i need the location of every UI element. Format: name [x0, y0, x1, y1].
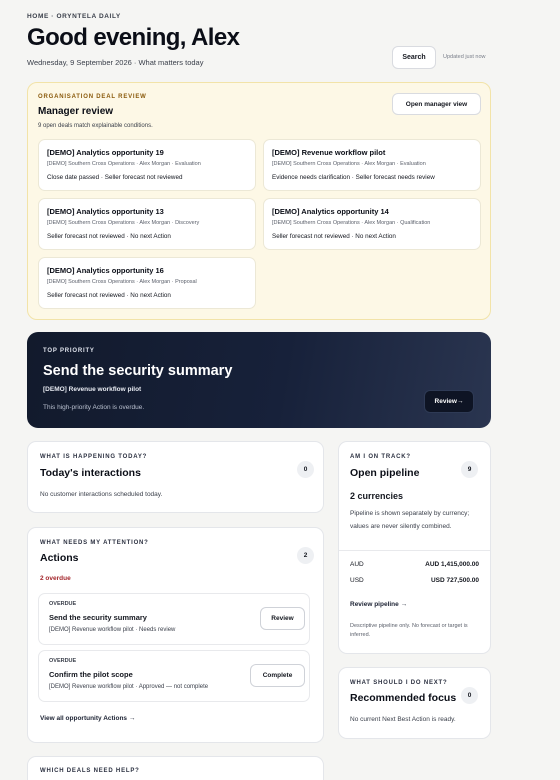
currency-label: AUD — [350, 561, 364, 568]
manager-subtitle: 9 open deals match explainable conditions. — [38, 123, 153, 129]
priority-title: Send the security summary — [43, 363, 233, 379]
deal-reasons: Close date passed · Seller forecast not reviewed — [47, 174, 183, 181]
pipeline-note: Pipeline is shown separately by currency; values are never silently combined. — [350, 510, 470, 530]
deal-name: [DEMO] Analytics opportunity 14 — [272, 207, 389, 216]
actions-eyebrow: WHAT NEEDS MY ATTENTION? — [40, 540, 149, 546]
deal-name: [DEMO] Revenue workflow pilot — [272, 148, 386, 157]
interactions-empty: No customer interactions scheduled today. — [40, 491, 163, 498]
action-tag: OVERDUE — [49, 658, 77, 664]
action-item[interactable] — [38, 650, 310, 702]
pipeline-eyebrow: AM I ON TRACK? — [350, 454, 411, 460]
priority-eyebrow: TOP PRIORITY — [43, 348, 95, 354]
breadcrumb: HOME · ORYNTELA DAILY — [27, 13, 121, 20]
deal-card[interactable] — [38, 139, 256, 191]
pipeline-card — [338, 441, 491, 654]
deal-meta: [DEMO] Southern Cross Operations · Alex Morgan · Proposal — [47, 279, 197, 285]
deal-card[interactable] — [263, 198, 481, 250]
action-tag: OVERDUE — [49, 601, 77, 607]
actions-count-badge: 2 — [297, 547, 314, 564]
pipeline-title: Open pipeline — [350, 467, 420, 479]
actions-title: Actions — [40, 552, 79, 564]
interactions-title: Today's interactions — [40, 467, 141, 479]
action-title: Confirm the pilot scope — [49, 670, 133, 679]
interactions-count-badge: 0 — [297, 461, 314, 478]
priority-note: This high-priority Action is overdue. — [43, 404, 145, 411]
deal-reasons: Evidence needs clarification · Seller forecast needs review — [272, 174, 435, 181]
recommended-count-badge: 0 — [461, 687, 478, 704]
review-action-button[interactable]: Review — [260, 607, 305, 630]
page-title: Good evening, Alex — [27, 24, 240, 51]
deals-help-eyebrow: WHICH DEALS NEED HELP? — [40, 768, 140, 774]
search-button[interactable]: Search — [392, 46, 436, 69]
deal-meta: [DEMO] Southern Cross Operations · Alex Morgan · Evaluation — [272, 161, 426, 167]
top-priority-card — [27, 332, 491, 428]
recommended-eyebrow: WHAT SHOULD I DO NEXT? — [350, 680, 448, 686]
updated-status: Updated just now — [443, 54, 486, 60]
pipeline-count-badge: 9 — [461, 461, 478, 478]
interactions-eyebrow: WHAT IS HAPPENING TODAY? — [40, 454, 148, 460]
open-manager-view-button[interactable]: Open manager view — [392, 93, 481, 115]
review-pipeline-link[interactable]: Review pipeline → — [350, 601, 408, 608]
pipeline-footnote: Descriptive pipeline only. No forecast or target is inferred. — [350, 623, 468, 638]
priority-deal: [DEMO] Revenue workflow pilot — [43, 386, 142, 393]
deal-meta: [DEMO] Southern Cross Operations · Alex Morgan · Qualification — [272, 220, 431, 226]
overdue-count: 2 overdue — [40, 575, 71, 582]
view-all-actions-link[interactable]: View all opportunity Actions → — [40, 715, 136, 722]
recommended-card — [338, 667, 491, 739]
currency-count: 2 currencies — [350, 491, 404, 501]
deal-reasons: Seller forecast not reviewed · No next Action — [272, 233, 396, 240]
deal-meta: [DEMO] Southern Cross Operations · Alex Morgan · Evaluation — [47, 161, 201, 167]
recommended-empty: No current Next Best Action is ready. — [350, 716, 456, 723]
pipeline-divider — [339, 550, 490, 551]
currency-value: USD 727,500.00 — [430, 577, 479, 584]
date-line: Wednesday, 9 September 2026 · What matters today — [27, 58, 204, 67]
manager-review-panel — [27, 82, 491, 320]
deal-name: [DEMO] Analytics opportunity 13 — [47, 207, 164, 216]
deal-name: [DEMO] Analytics opportunity 19 — [47, 148, 164, 157]
deal-card[interactable] — [263, 139, 481, 191]
priority-review-button[interactable]: Review→ — [424, 390, 474, 413]
manager-title: Manager review — [38, 106, 114, 117]
complete-action-button[interactable]: Complete — [250, 664, 305, 687]
action-title: Send the security summary — [49, 613, 147, 622]
currency-value: AUD 1,415,000.00 — [425, 561, 479, 568]
action-item[interactable] — [38, 593, 310, 645]
deal-reasons: Seller forecast not reviewed · No next Action — [47, 292, 171, 299]
action-detail: [DEMO] Revenue workflow pilot · Approved — not complete — [49, 684, 209, 690]
deal-name: [DEMO] Analytics opportunity 16 — [47, 266, 164, 275]
manager-eyebrow: ORGANISATION DEAL REVIEW — [38, 94, 147, 100]
currency-label: USD — [350, 577, 364, 584]
deal-reasons: Seller forecast not reviewed · No next Action — [47, 233, 171, 240]
recommended-title: Recommended focus — [350, 692, 457, 704]
action-detail: [DEMO] Revenue workflow pilot · Needs review — [49, 627, 176, 633]
deal-meta: [DEMO] Southern Cross Operations · Alex Morgan · Discovery — [47, 220, 200, 226]
deal-card[interactable] — [38, 257, 256, 309]
interactions-card — [27, 441, 324, 513]
actions-card — [27, 527, 324, 743]
deals-help-card — [27, 756, 324, 780]
deal-card[interactable] — [38, 198, 256, 250]
